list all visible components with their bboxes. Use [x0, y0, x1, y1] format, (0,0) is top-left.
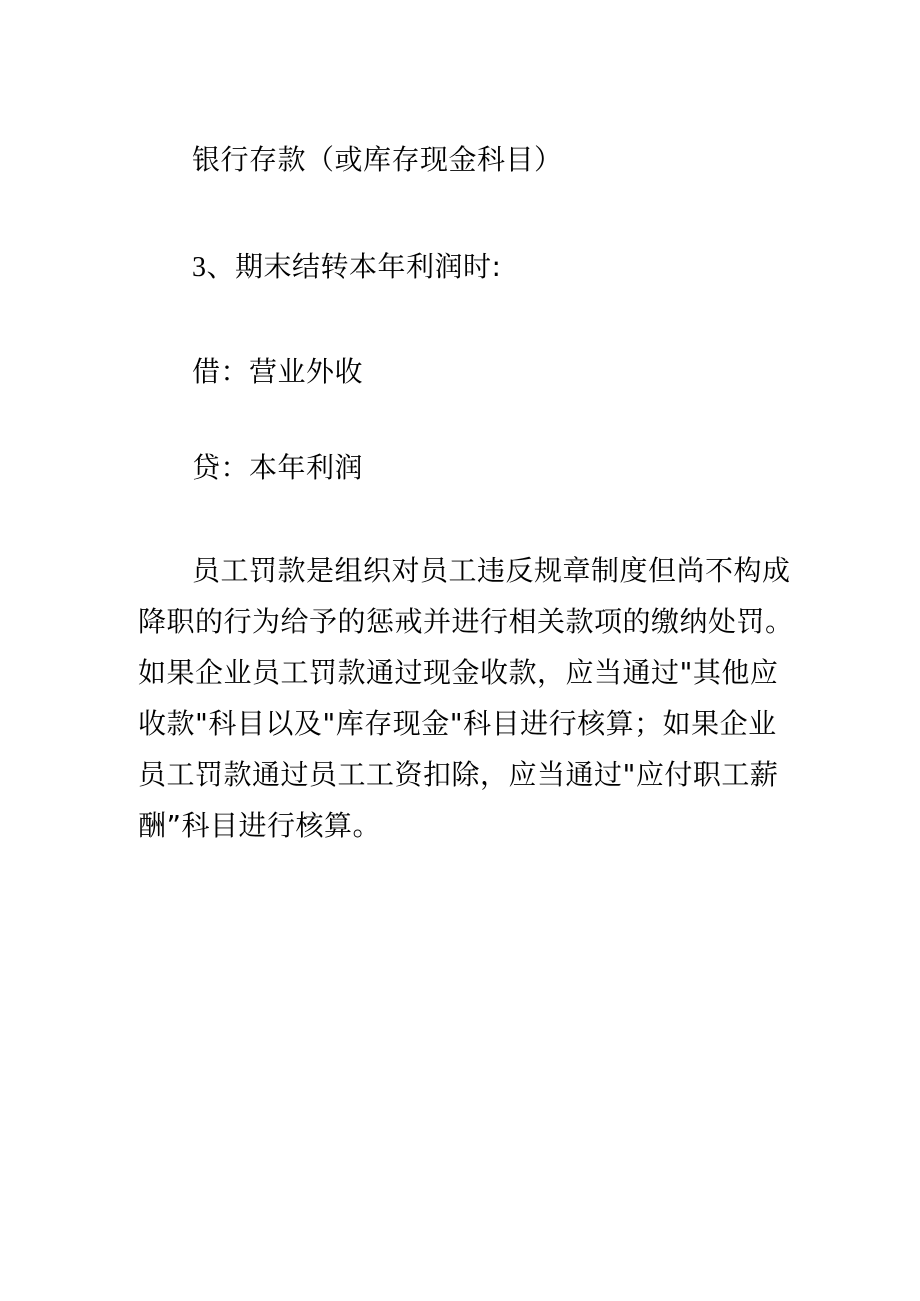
step3-number: 3 — [192, 252, 207, 283]
debit-entry: 借：营业外收 — [192, 355, 364, 388]
credit-entry: 贷：本年利润 — [192, 451, 364, 484]
fine-explanation-paragraph: 员工罚款是组织对员工违反规章制度但尚不构成降职的行为给予的惩戒并进行相关款项的缴纳处罚。如果企业员工罚款通过现金收款，应当通过"其他应收款"科目以及"库存现金"科目进行核算；如果企业员工罚款通过员工工资扣除，应当通过"应付职工薪酬”科目进行核算。 — [138, 554, 794, 842]
step3-text: 、期末结转本年利润时: — [206, 250, 502, 283]
bank-deposit-line: 银行存款（或库存现金科目） — [192, 143, 563, 176]
step3-heading — [192, 251, 501, 284]
